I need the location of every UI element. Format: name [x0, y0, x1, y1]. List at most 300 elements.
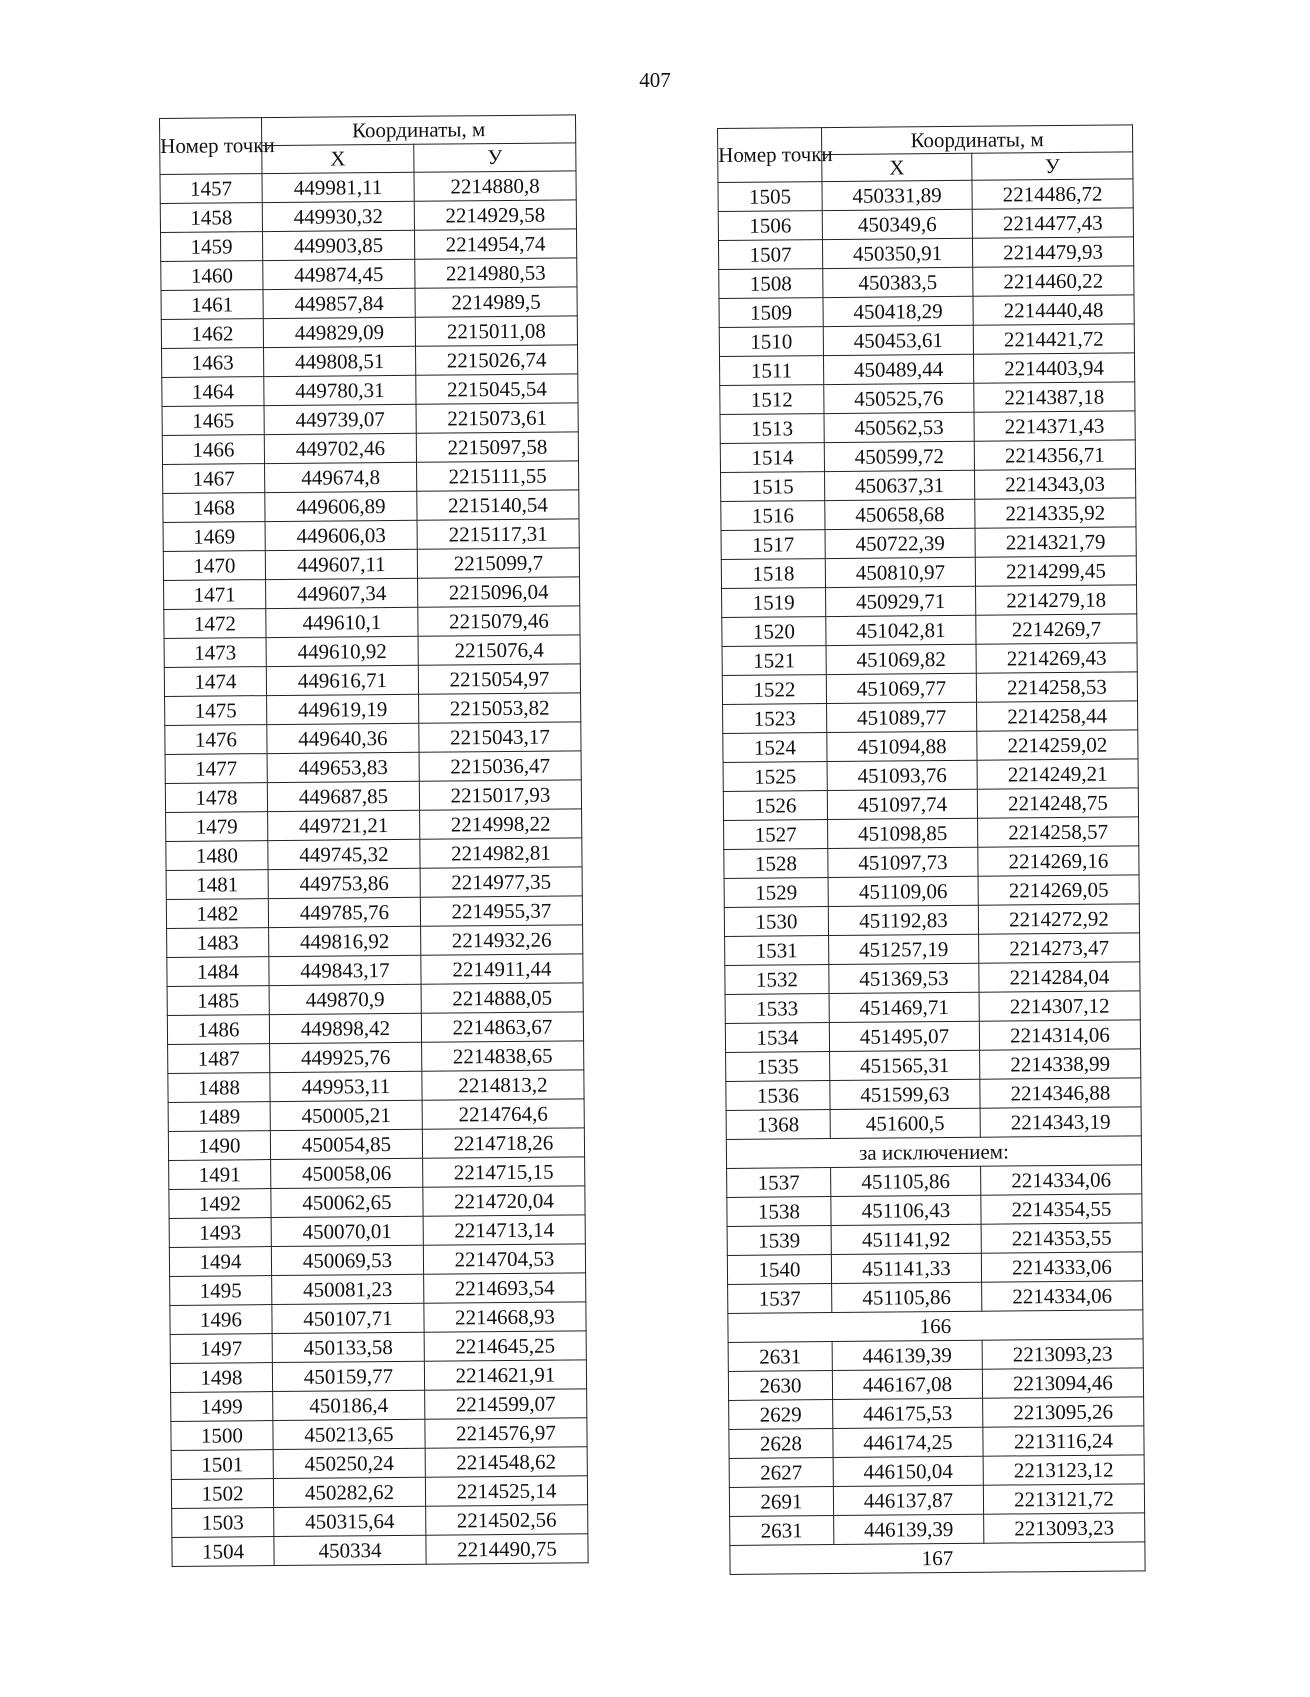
point-number-cell: 1479: [166, 812, 268, 842]
y-coordinate-cell: 2214284,04: [979, 962, 1140, 992]
table-row: [163, 461, 579, 494]
y-coordinate-cell: 2215045,54: [416, 374, 578, 404]
point-number-cell: 1500: [171, 1421, 273, 1451]
x-coordinate-cell: 451093,76: [827, 760, 977, 790]
y-coordinate-cell: 2215053,82: [419, 693, 581, 723]
y-coordinate-cell: 2214911,44: [421, 954, 583, 984]
table-row: [164, 635, 580, 668]
y-coordinate-cell: 2214258,44: [977, 701, 1138, 731]
point-number-cell: 2691: [729, 1487, 833, 1517]
point-number-cell: 1494: [169, 1247, 271, 1277]
y-coordinate-cell: 2214576,97: [425, 1418, 587, 1448]
table-row: [171, 1447, 587, 1480]
table-row: [719, 295, 1134, 328]
y-coordinate-cell: 2214333,06: [981, 1252, 1142, 1282]
x-coordinate-cell: 451069,82: [826, 644, 976, 674]
y-coordinate-cell: 2214335,92: [975, 498, 1136, 528]
table-row: [723, 759, 1138, 792]
x-coordinate-cell: 446137,87: [833, 1485, 983, 1515]
table-row: [724, 904, 1139, 937]
x-coordinate-cell: 450599,72: [824, 441, 974, 471]
y-coordinate-cell: 2213123,12: [983, 1455, 1144, 1485]
point-number-cell: 1492: [169, 1189, 271, 1219]
x-coordinate-cell: 449606,89: [265, 491, 417, 521]
y-coordinate-cell: 2215076,4: [418, 635, 580, 665]
table-row: [725, 991, 1140, 1024]
y-coordinate-cell: 2215097,58: [416, 432, 578, 462]
y-coordinate-cell: 2215026,74: [416, 345, 578, 375]
point-number-cell: 1521: [722, 646, 826, 676]
x-coordinate-cell: 449745,32: [268, 839, 420, 869]
y-coordinate-cell: 2214863,67: [421, 1012, 583, 1042]
y-coordinate-cell: 2214980,53: [415, 258, 577, 288]
coordinates-table-right: [717, 124, 1146, 1575]
point-number-cell: 1458: [160, 203, 262, 233]
point-number-cell: 1470: [163, 551, 265, 581]
point-number-cell: 1462: [161, 319, 263, 349]
table-row: [169, 1244, 585, 1277]
y-coordinate-cell: 2214813,2: [422, 1070, 584, 1100]
table-row: [170, 1360, 586, 1393]
table-row: [723, 788, 1138, 821]
y-coordinate-cell: 2215099,7: [417, 548, 579, 578]
table-row: [160, 229, 576, 262]
x-coordinate-cell: 450525,76: [824, 383, 974, 413]
x-coordinate-cell: 450054,85: [270, 1129, 422, 1159]
y-coordinate-cell: 2214440,48: [973, 295, 1134, 325]
point-number-cell: 1510: [719, 327, 823, 357]
point-number-cell: 2631: [728, 1342, 832, 1372]
table-row: [162, 345, 578, 378]
x-coordinate-cell: 451094,88: [827, 731, 977, 761]
y-coordinate-cell: 2214258,57: [978, 817, 1139, 847]
y-coordinate-cell: 2215036,47: [419, 751, 581, 781]
point-number-cell: 1368: [726, 1110, 830, 1140]
point-number-cell: 1502: [171, 1479, 273, 1509]
x-coordinate-cell: 449610,92: [266, 636, 418, 666]
point-number-cell: 1507: [718, 240, 822, 270]
table-row: [165, 693, 581, 726]
point-number-cell: 1464: [162, 377, 264, 407]
x-coordinate-cell: 449607,34: [266, 578, 418, 608]
point-number-cell: 1483: [167, 928, 269, 958]
table-row: [164, 664, 580, 697]
point-number-cell: 1499: [171, 1392, 273, 1422]
y-coordinate-cell: 2214321,79: [975, 527, 1136, 557]
x-coordinate-cell: 449610,1: [266, 607, 418, 637]
coordinates-header: Координаты, м: [822, 125, 1133, 155]
table-row: [729, 1397, 1144, 1430]
x-coordinate-cell: 449874,45: [263, 259, 415, 289]
point-number-cell: 1533: [725, 994, 829, 1024]
y-coordinate-cell: 2214421,72: [973, 324, 1134, 354]
table-row: [161, 287, 577, 320]
x-coordinate-cell: 451141,92: [831, 1224, 981, 1254]
point-number-cell: 1536: [726, 1081, 830, 1111]
table-row: [728, 1339, 1143, 1372]
page-number: 407: [639, 68, 671, 92]
x-coordinate-cell: 451105,86: [832, 1282, 982, 1312]
x-coordinate-cell: 450810,97: [825, 557, 975, 587]
y-coordinate-cell: 2214387,18: [974, 382, 1135, 412]
point-number-cell: 1516: [721, 501, 825, 531]
table-row: [166, 896, 582, 929]
point-number-cell: 1517: [721, 530, 825, 560]
point-number-cell: 1535: [726, 1052, 830, 1082]
y-coordinate-cell: 2213116,24: [983, 1426, 1144, 1456]
x-coordinate-cell: 451565,31: [830, 1050, 980, 1080]
point-number-cell: 1515: [721, 472, 825, 502]
point-number-cell: 1469: [163, 522, 265, 552]
y-coordinate-cell: 2214307,12: [979, 991, 1140, 1021]
point-number-cell: 1506: [718, 211, 822, 241]
y-coordinate-cell: 2214403,94: [973, 353, 1134, 383]
section-number-167: 167: [730, 1542, 1145, 1575]
point-number-cell: 1472: [164, 609, 266, 639]
x-coordinate-cell: 450070,01: [271, 1216, 423, 1246]
x-coordinate-cell: 450489,44: [823, 354, 973, 384]
table-row: [168, 1070, 584, 1103]
y-coordinate-cell: 2215011,08: [415, 316, 577, 346]
y-coordinate-cell: 2214356,71: [974, 440, 1135, 470]
x-coordinate-cell: 451141,33: [831, 1253, 981, 1283]
y-coordinate-cell: 2214273,47: [979, 933, 1140, 963]
x-coordinate-cell: 449843,17: [269, 955, 421, 985]
point-number-cell: 1489: [168, 1102, 270, 1132]
table-row: [170, 1273, 586, 1306]
table-row: [169, 1186, 585, 1219]
table-row: [170, 1302, 586, 1335]
table-row: [163, 490, 579, 523]
y-coordinate-cell: 2213094,46: [982, 1368, 1143, 1398]
x-coordinate-cell: 451599,63: [830, 1079, 980, 1109]
table-row: [722, 643, 1137, 676]
point-number-cell: 2628: [729, 1429, 833, 1459]
section-number-167-row: [730, 1542, 1145, 1575]
y-coordinate-cell: 2214269,16: [978, 846, 1139, 876]
x-coordinate-cell: 450418,29: [823, 296, 973, 326]
x-coordinate-cell: 450081,23: [272, 1274, 424, 1304]
table-row: [163, 519, 579, 552]
x-coordinate-cell: 450250,24: [273, 1448, 425, 1478]
table-row: [725, 933, 1140, 966]
table-row: [730, 1513, 1145, 1546]
y-coordinate-cell: 2214371,43: [974, 411, 1135, 441]
point-number-cell: 1488: [168, 1073, 270, 1103]
x-coordinate-cell: 446139,39: [832, 1340, 982, 1370]
table-row: [720, 382, 1135, 415]
table-row: [721, 498, 1136, 531]
point-number-cell: 1532: [725, 965, 829, 995]
x-coordinate-cell: 450562,53: [824, 412, 974, 442]
x-coordinate-cell: 449898,42: [269, 1013, 421, 1043]
point-number-cell: 1519: [722, 588, 826, 618]
point-number-cell: 1485: [167, 986, 269, 1016]
y-coordinate-cell: 2215073,61: [416, 403, 578, 433]
y-coordinate-cell: 2214525,14: [425, 1476, 587, 1506]
table-row: [167, 983, 583, 1016]
point-number-cell: 1525: [723, 762, 827, 792]
x-coordinate-cell: 451097,73: [828, 847, 978, 877]
table-row: [165, 722, 581, 755]
y-coordinate-cell: 2214269,43: [976, 643, 1137, 673]
table-row: [721, 527, 1136, 560]
table-row: [166, 809, 582, 842]
table-row: [728, 1281, 1143, 1314]
point-number-cell: 1471: [164, 580, 266, 610]
point-number-cell: 2627: [729, 1458, 833, 1488]
table-row: [170, 1331, 586, 1364]
x-coordinate-cell: 449739,07: [264, 404, 416, 434]
x-coordinate-cell: 446150,04: [833, 1456, 983, 1486]
y-coordinate-cell: 2214989,5: [415, 287, 577, 317]
table-row: [727, 1194, 1142, 1227]
point-number-cell: 1520: [722, 617, 826, 647]
point-number-cell: 1523: [723, 704, 827, 734]
table-row: [725, 962, 1140, 995]
table-row: [166, 838, 582, 871]
point-number-cell: 1490: [168, 1131, 270, 1161]
y-coordinate-cell: 2214715,15: [423, 1157, 585, 1187]
x-coordinate-cell: 449674,8: [265, 462, 417, 492]
x-coordinate-cell: 451469,71: [829, 992, 979, 1022]
y-coordinate-cell: 2214259,02: [977, 730, 1138, 760]
x-coordinate-cell: 451089,77: [827, 702, 977, 732]
point-number-cell: 1498: [170, 1363, 272, 1393]
table-row: [166, 867, 582, 900]
point-number-cell: 1539: [727, 1226, 831, 1256]
exclusion-label-row: [726, 1136, 1141, 1169]
x-coordinate-cell: 449870,9: [269, 984, 421, 1014]
x-coordinate-cell: 451042,81: [826, 615, 976, 645]
point-number-cell: 1512: [720, 385, 824, 415]
point-number-cell: 1508: [719, 269, 823, 299]
point-number-cell: 1466: [162, 435, 264, 465]
table-row: [160, 171, 576, 204]
point-number-cell: 1468: [163, 493, 265, 523]
x-coordinate-cell: 450929,71: [826, 586, 976, 616]
y-coordinate-cell: 2214764,6: [422, 1099, 584, 1129]
y-coordinate-cell: 2214548,62: [425, 1447, 587, 1477]
x-coordinate-cell: 451098,85: [828, 818, 978, 848]
point-number-cell: 1505: [718, 182, 822, 212]
table-row: [719, 324, 1134, 357]
x-coordinate-cell: 449606,03: [265, 520, 417, 550]
point-number-cell: 1496: [170, 1305, 272, 1335]
x-coordinate-cell: 450107,71: [272, 1303, 424, 1333]
x-coordinate-cell: 449930,32: [262, 201, 414, 231]
x-coordinate-cell: 449619,19: [267, 694, 419, 724]
x-coordinate-cell: 451600,5: [830, 1108, 980, 1138]
x-coordinate-cell: 450282,62: [273, 1477, 425, 1507]
y-coordinate-cell: 2214334,06: [982, 1281, 1143, 1311]
y-coordinate-cell: 2214334,06: [981, 1165, 1142, 1195]
x-coordinate-cell: 450331,89: [822, 180, 972, 210]
table-row: [171, 1418, 587, 1451]
x-coordinate-cell: 450058,06: [271, 1158, 423, 1188]
y-coordinate-cell: 2214269,7: [976, 614, 1137, 644]
table-row: [727, 1165, 1142, 1198]
point-number-cell: 1518: [721, 559, 825, 589]
point-number-cell: 1480: [166, 841, 268, 871]
table-row: [171, 1476, 587, 1509]
table-row: [729, 1455, 1144, 1488]
y-coordinate-cell: 2214258,53: [976, 672, 1137, 702]
x-coordinate-cell: 449721,21: [268, 810, 420, 840]
table-row: [719, 353, 1134, 386]
point-number-cell: 1526: [723, 791, 827, 821]
x-coordinate-cell: 446139,39: [834, 1514, 984, 1544]
y-coordinate-cell: 2215111,55: [417, 461, 579, 491]
point-number-cell: 2629: [729, 1400, 833, 1430]
table-row: [724, 846, 1139, 879]
point-number-cell: 1486: [167, 1015, 269, 1045]
x-coordinate-cell: 451109,06: [828, 876, 978, 906]
point-number-cell: 1461: [161, 290, 263, 320]
table-row: [167, 1012, 583, 1045]
x-coordinate-cell: 451069,77: [826, 673, 976, 703]
point-number-cell: 1476: [165, 725, 267, 755]
y-coordinate-cell: 2214249,21: [977, 759, 1138, 789]
point-number-cell: 1477: [165, 754, 267, 784]
x-coordinate-cell: 451105,86: [831, 1166, 981, 1196]
x-coordinate-cell: 450133,58: [272, 1332, 424, 1362]
y-coordinate-cell: 2214343,03: [974, 469, 1135, 499]
table-row: [722, 614, 1137, 647]
point-number-cell: 1501: [171, 1450, 273, 1480]
x-coordinate-cell: 450722,39: [825, 528, 975, 558]
y-coordinate-cell: 2214460,22: [973, 266, 1134, 296]
table-row: [727, 1223, 1142, 1256]
y-coordinate-cell: 2214668,93: [424, 1302, 586, 1332]
x-coordinate-cell: 450159,77: [272, 1361, 424, 1391]
x-coordinate-cell: 449616,71: [266, 665, 418, 695]
y-coordinate-cell: 2214353,55: [981, 1223, 1142, 1253]
point-number-cell: 1514: [720, 443, 824, 473]
table-row: [168, 1128, 584, 1161]
table-row: [169, 1215, 585, 1248]
point-number-cell: 1504: [172, 1537, 274, 1567]
table-row: [720, 440, 1135, 473]
y-coordinate-cell: 2214977,35: [420, 867, 582, 897]
table-row: [164, 577, 580, 610]
table-row: [172, 1505, 588, 1538]
x-coordinate-cell: 451495,07: [829, 1021, 979, 1051]
x-coordinate-cell: 449829,09: [263, 317, 415, 347]
table-row: [726, 1049, 1141, 1082]
point-number-header: Номер точки: [160, 118, 262, 175]
table-row: [163, 548, 579, 581]
y-coordinate-cell: 2214346,88: [980, 1078, 1141, 1108]
y-coordinate-cell: 2215140,54: [417, 490, 579, 520]
x-coordinate-cell: 449953,11: [270, 1071, 422, 1101]
y-coordinate-cell: 2213121,72: [983, 1484, 1144, 1514]
x-coordinate-cell: 451192,83: [828, 905, 978, 935]
y-coordinate-cell: 2214982,81: [420, 838, 582, 868]
point-number-cell: 1493: [169, 1218, 271, 1248]
point-number-cell: 1529: [724, 878, 828, 908]
x-coordinate-cell: 450350,91: [822, 238, 972, 268]
table-row: [167, 954, 583, 987]
point-number-cell: 1457: [160, 174, 262, 204]
x-coordinate-cell: 451106,43: [831, 1195, 981, 1225]
y-coordinate-cell: 2215117,31: [417, 519, 579, 549]
x-coordinate-cell: 449925,76: [270, 1042, 422, 1072]
table-row: [721, 556, 1136, 589]
x-coordinate-cell: 450005,21: [270, 1100, 422, 1130]
x-coordinate-cell: 449653,83: [267, 752, 419, 782]
y-coordinate-cell: 2214354,55: [981, 1194, 1142, 1224]
x-coordinate-cell: 450186,4: [273, 1390, 425, 1420]
point-number-cell: 1465: [162, 406, 264, 436]
y-coordinate-cell: 2214645,25: [424, 1331, 586, 1361]
coordinates-header: Координаты, м: [262, 115, 576, 146]
table-row: [722, 672, 1137, 705]
point-number-cell: 1491: [169, 1160, 271, 1190]
y-coordinate-cell: 2215017,93: [419, 780, 581, 810]
x-coordinate-cell: 449753,86: [268, 868, 420, 898]
table-row: [726, 1107, 1141, 1140]
point-number-cell: 1495: [170, 1276, 272, 1306]
x-coordinate-cell: 450658,68: [825, 499, 975, 529]
y-coordinate-cell: 2213095,26: [983, 1397, 1144, 1427]
x-coordinate-cell: 451369,53: [829, 963, 979, 993]
y-coordinate-cell: 2214314,06: [979, 1020, 1140, 1050]
point-number-cell: 1511: [719, 356, 823, 386]
point-number-cell: 1463: [162, 348, 264, 378]
x-coordinate-cell: 446167,08: [832, 1369, 982, 1399]
table-row: [164, 606, 580, 639]
section-number-166: 166: [728, 1310, 1143, 1343]
table-row: [168, 1041, 584, 1074]
y-coordinate-cell: 2214718,26: [422, 1128, 584, 1158]
y-coordinate-cell: 2214502,56: [426, 1505, 588, 1535]
point-number-cell: 1527: [724, 820, 828, 850]
y-coordinate-cell: 2214279,18: [976, 585, 1137, 615]
point-number-cell: 1467: [163, 464, 265, 494]
x-coordinate-cell: 450069,53: [271, 1245, 423, 1275]
x-coordinate-cell: 446174,25: [833, 1427, 983, 1457]
point-number-cell: 1487: [168, 1044, 270, 1074]
point-number-cell: 1497: [170, 1334, 272, 1364]
y-coordinate-cell: 2214713,14: [423, 1215, 585, 1245]
table-row: [729, 1426, 1144, 1459]
point-number-cell: 1459: [160, 232, 262, 262]
point-number-cell: 1503: [172, 1508, 274, 1538]
table-row: [172, 1534, 588, 1567]
table-row: [162, 374, 578, 407]
table-row: [729, 1484, 1144, 1517]
y-coordinate-cell: 2214621,91: [424, 1360, 586, 1390]
x-coordinate-cell: 449816,92: [269, 926, 421, 956]
table-row: [722, 585, 1137, 618]
point-number-cell: 1528: [724, 849, 828, 879]
x-coordinate-cell: 449607,11: [265, 549, 417, 579]
x-coordinate-cell: 446175,53: [833, 1398, 983, 1428]
point-number-cell: 1481: [166, 870, 268, 900]
table-row: [162, 403, 578, 436]
y-coordinate-cell: 2215054,97: [418, 664, 580, 694]
table-row: [718, 208, 1133, 241]
y-coordinate-cell: 2214929,58: [414, 200, 576, 230]
table-row: [171, 1389, 587, 1422]
y-coordinate-cell: 2213093,23: [984, 1513, 1145, 1543]
table-row: [165, 751, 581, 784]
x-coordinate-cell: 451257,19: [829, 934, 979, 964]
x-coordinate-cell: 450637,31: [825, 470, 975, 500]
y-coordinate-cell: 2214693,54: [424, 1273, 586, 1303]
table-row: [160, 200, 576, 233]
